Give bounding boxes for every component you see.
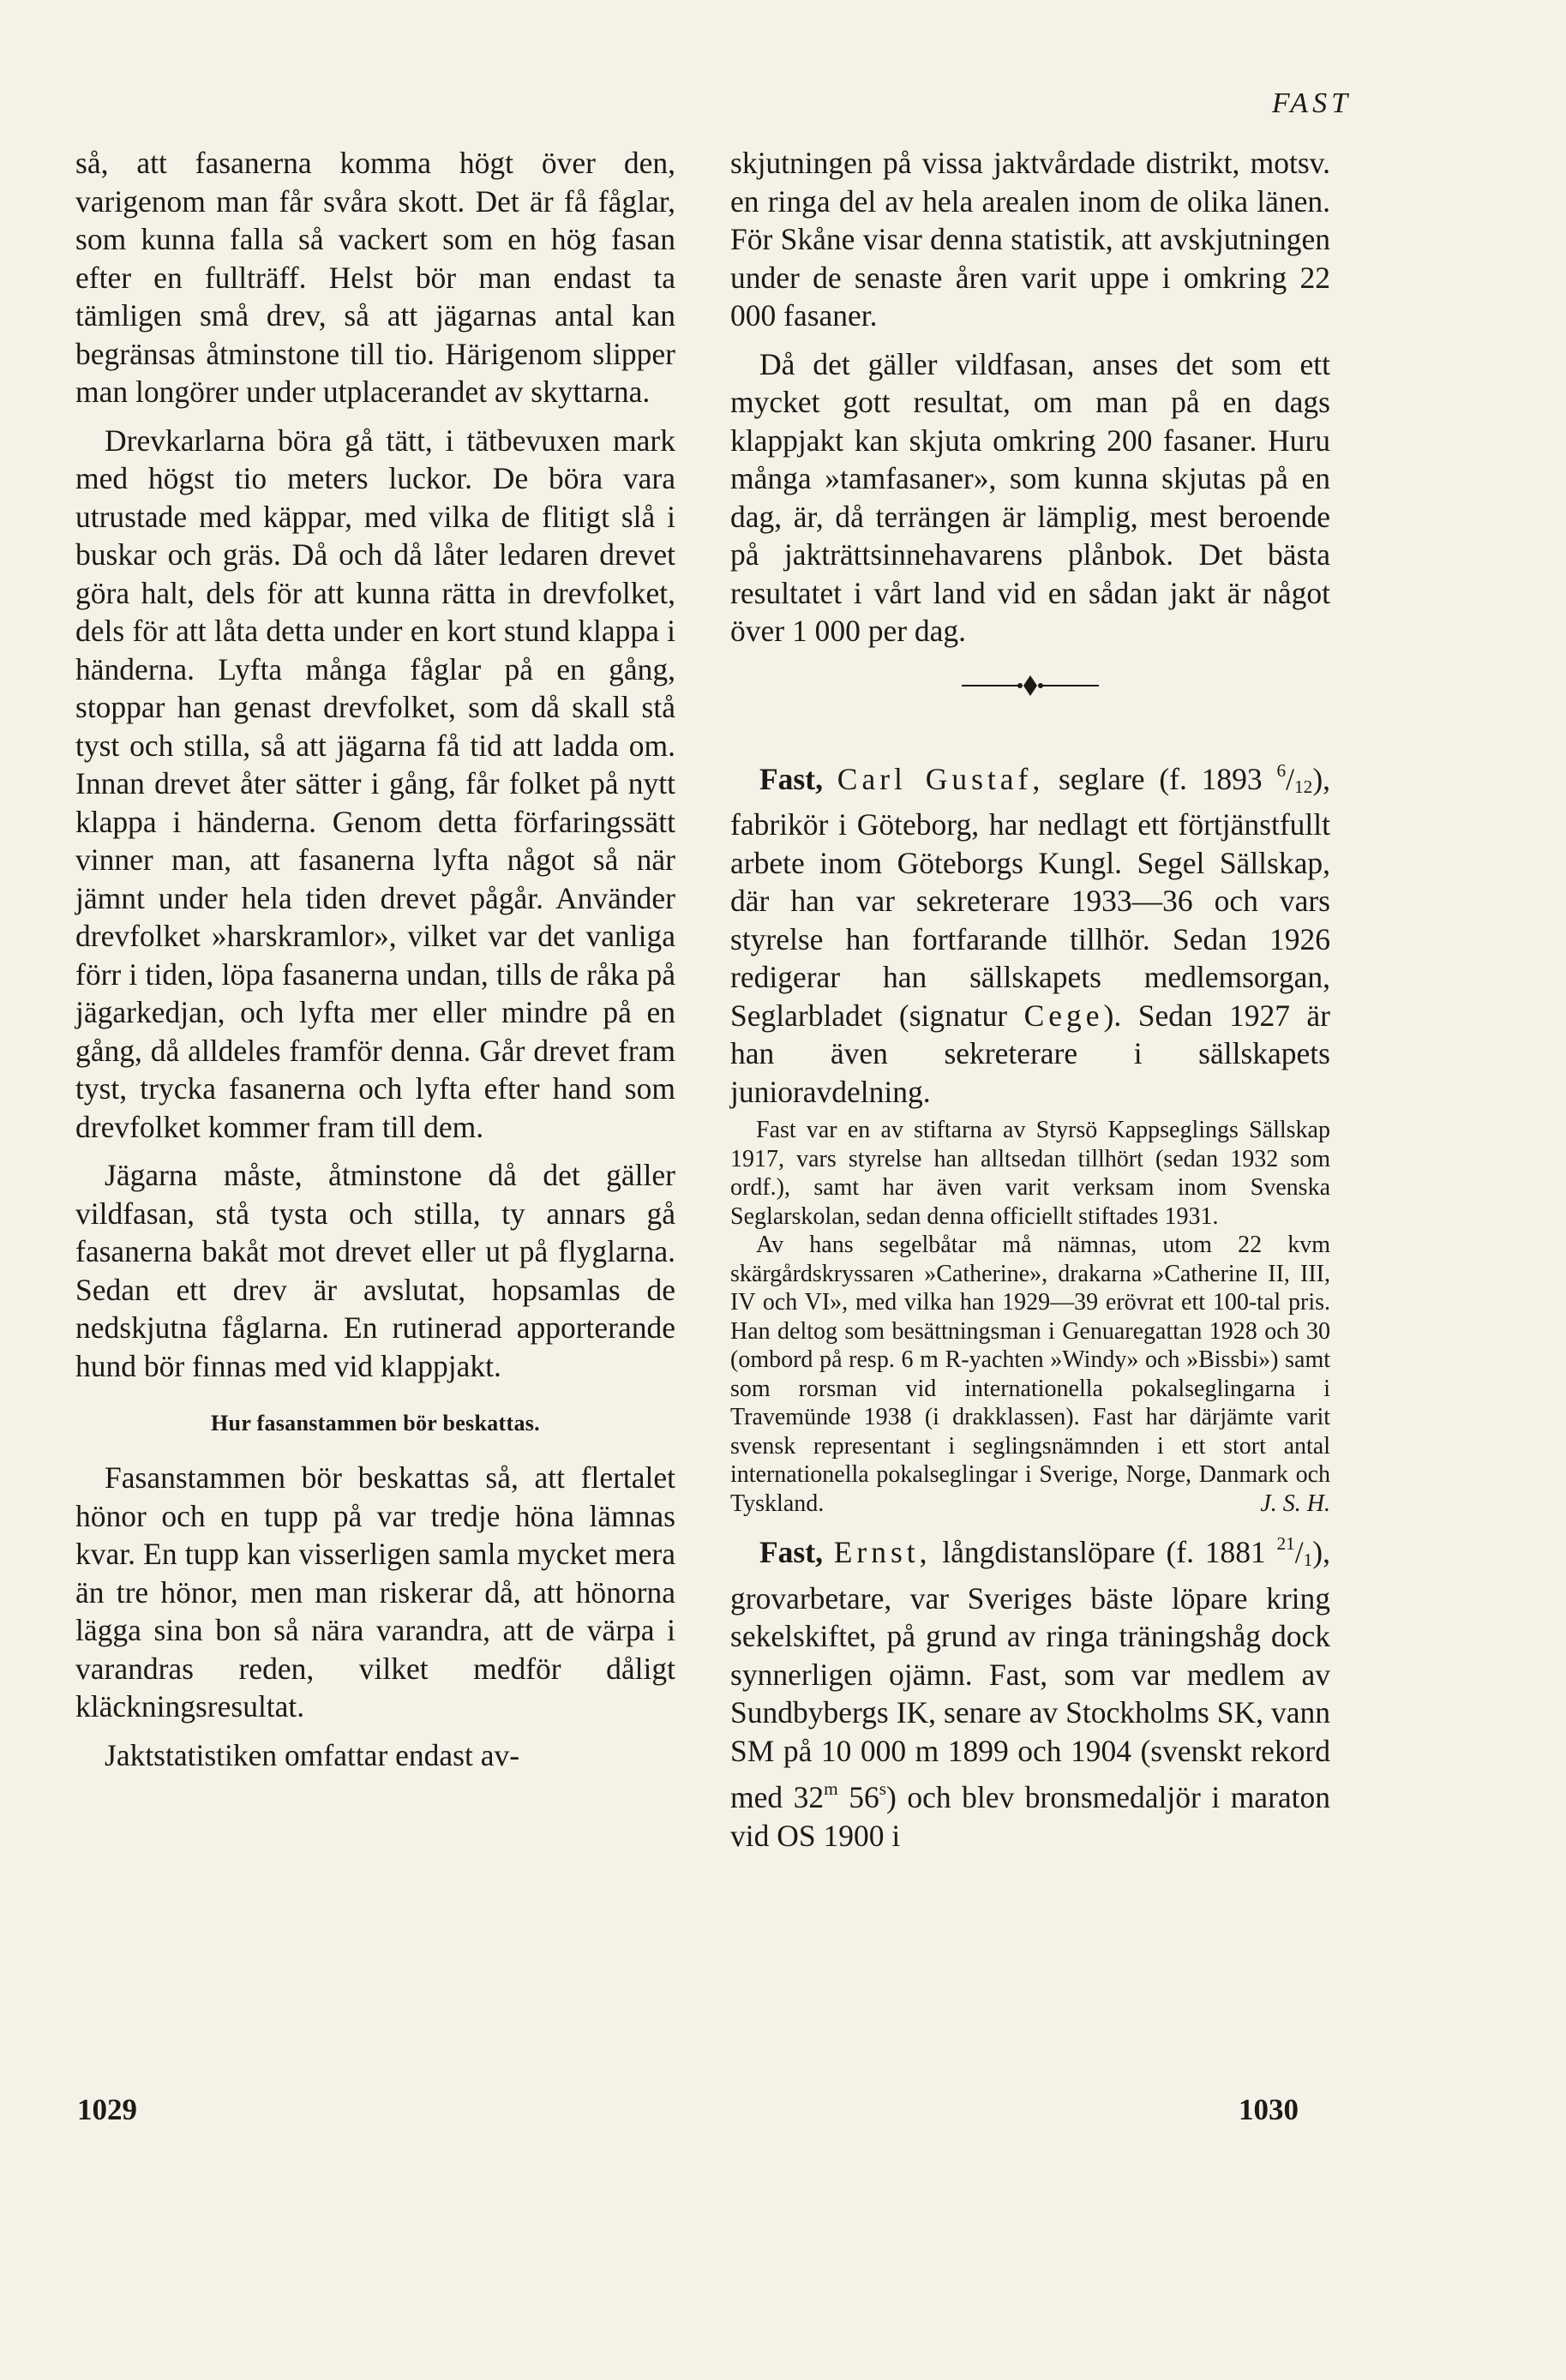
entry-intro: långdistanslöpare (f. 1881	[942, 1535, 1266, 1570]
author-signature: J. S. H.	[1260, 1490, 1330, 1517]
small-paragraph: Fast var en av stiftarna av Styrsö Kappseglings Sällskap 1917, vars styrelse han alltsedan tillhört (sedan 1932 som ordf.), samt har även varit verksam inom Svenska Seglarskolan, sedan denna officiellt stiftades 1931.	[730, 1117, 1330, 1230]
entry-name: Fast,	[759, 761, 823, 796]
date-numerator: 6	[1276, 759, 1287, 781]
paragraph: skjutningen på vissa jaktvårdade distrikt, motsv. en ringa del av hela arealen inom de olika länen. För Skåne visar denna statistik, att avskjutningen under de senaste åren varit uppe i omkring 22 000 fasaner.	[730, 146, 1330, 333]
entry-ernst-fast: Fast, Ernst, långdistanslöpare (f. 1881 $^{21}$/1), grovarbetare, var Sveriges bäste löpare kring sekelskiftet, på grund av ringa träningshåg dock synnerligen ojämn. Fast, som var medlem av Sundbybergs IK, senare av Stockholms SK, vann SM på 10 000 m 1899 och 1904 (svenskt rekord med 32$^m$ 56$^s$) och blev bronsmedaljör i maraton vid OS 1900 i	[730, 1533, 1331, 1853]
paragraph: Drevkarlarna böra gå tätt, i tätbevuxen mark med högst tio meters luckor. De böra vara utrustade med käppar, med vilka de flitigt slå i buskar och gräs. Då och då låter ledaren drevet göra halt, dels för att kunna rätta in drevfolket, dels för att låta detta under en kort stund klappa i händerna. Lyfta många fåglar på en gång, stoppar han genast drevfolket, som då skall stå tyst och stilla, så att jägarna få tid att ladda om. Innan drevet åter sätter i gång, får folket på nytt klappa i händerna. Genom detta förfaringssätt vinner man, att fasanerna lyfta något så när jämnt under hela tiden drevet pågår. Använder drevfolket »harskramlor», vilket var det vanliga förr i tiden, löpa fasanerna undan, tills de råka på jägarkedjan, och lyfta mer eller mindre på en gång, då alldeles framför denna. Går drevet fram tyst, trycka fasanerna och lyfta efter hand som drevfolket kommer fram till dem.	[75, 423, 675, 1144]
entry-text: ), fabrikör i Göteborg, har nedlagt ett förtjänstfullt arbete inom Göteborgs Kungl. Segel Sällskap, där han var sekreterare 1933—36 och vars styrelse han fortfarande tillhör. Sedan 1926 redigerar han sällskapets medlemsorgan, Seglarbladet (signatur	[730, 761, 1331, 1033]
paragraph: Jägarna måste, åtminstone då det gäller vildfasan, stå tysta och stilla, ty annars gå fasanerna bakåt mot drevet eller ut på flyglarna. Sedan ett drev är avslutat, hopsamlas de nedskjutna fåglarna. En rutinerad apporterande hund bör finnas med vid klappjakt.	[75, 1158, 675, 1383]
left-column	[75, 144, 675, 1774]
page-number-right: 1030	[1239, 2093, 1299, 2126]
page-number-left: 1029	[77, 2093, 137, 2126]
date-denominator: 1	[1303, 1550, 1313, 1571]
minutes-unit: m	[824, 1778, 838, 1800]
right-column	[730, 144, 1330, 1855]
date-numerator: 21	[1276, 1533, 1295, 1555]
seconds-unit: s	[879, 1778, 887, 1800]
entry-given-name: Carl Gustaf,	[837, 761, 1045, 796]
entry-name: Fast,	[759, 1535, 823, 1570]
entry-given-name: Ernst,	[833, 1535, 932, 1570]
signature: Cege	[1023, 998, 1104, 1033]
paragraph: Då det gäller vildfasan, anses det som ett mycket gott resultat, om man på en dags klappjakt kan skjuta omkring 200 fasaner. Huru många »tamfasaner», som kunna skjutas på en dag, är, då terrängen är lämplig, mest beroende på jakträttsinnehavarens plånbok. Det bästa resultatet i vårt land vid en sådan jakt är något över 1 000 per dag.	[730, 346, 1330, 648]
small-paragraph	[730, 1231, 1330, 1518]
running-head: FAST	[1271, 87, 1352, 119]
paragraph: Fasanstammen bör beskattas så, att flertalet hönor och en tupp på var tredje höna lämnas kvar. En tupp kan visserligen samla mycket mera än tre hönor, men man riskerar då, att hönorna lägga sina bon så nära varandra, att de värpa i varandras reden, vilket medför dåligt kläckningsresultat.	[75, 1460, 675, 1724]
entry-text: ). Sedan 1927 är han även sekreterare i sällskapets junioravdelning.	[730, 998, 1331, 1109]
entry-intro: seglare (f. 1893	[1059, 761, 1263, 796]
date-denominator: 12	[1294, 776, 1313, 797]
section-heading: Hur fasanstammen bör beskattas.	[211, 1411, 540, 1436]
paragraph: Jaktstatistiken omfattar endast av-	[105, 1737, 520, 1772]
seconds-value: 56	[849, 1780, 879, 1815]
ornament-divider-icon	[962, 673, 1099, 698]
section-ornament	[730, 673, 1330, 698]
paragraph: så, att fasanerna komma högt över den, varigenom man får svåra skott. Det är få fåglar, som kunna falla så vackert som en hög fasan efter en fullträff. Helst bör man endast ta tämligen små drev, så att jägarnas antal kan begränsas åtminstone till tio. Härigenom slipper man longörer under utplacerandet av skyttarna.	[75, 146, 675, 409]
small-paragraph-text: Av hans segelbåtar må nämnas, utom 22 kvm skärgårdskryssaren »Catherine», drakarna »Catherine II, III, IV och VI», med vilka han 1929—39 erövrat ett 100-tal pris. Han deltog som besättningsman i Genuaregattan 1928 och 30 (ombord på resp. 6 m R-yachten »Windy» och »Bissbi») samt som rorsman vid internationella pokalseglingarna i Travemünde 1938 (i drakklassen). Fast har därjämte varit svensk representant i seglingsnämnden i ett stort antal internationella pokalseglingar i Sverige, Norge, Danmark och Tyskland.	[730, 1232, 1330, 1517]
entry-text: ), grovarbetare, var Sveriges bäste löpare kring sekelskiftet, på grund av ringa träningshåg dock synnerligen ojämn. Fast, som var medlem av Sundbybergs IK, senare av Stockholms SK, vann SM på 10 000 m 1899 och 1904 (svenskt rekord med 32	[730, 1535, 1330, 1815]
entry-carl-gustaf-fast: Fast, Carl Gustaf, seglare (f. 1893 $^6$/12), fabrikör i Göteborg, har nedlagt ett förtjänstfullt arbete inom Göteborgs Kungl. Segel Sällskap, där han var sekreterare 1933—36 och vars styrelse han fortfarande tillhör. Sedan 1926 redigerar han sällskapets medlemsorgan, Seglarbladet (signatur Cege). Sedan 1927 är han även sekreterare i sällskapets junioravdelning.	[730, 759, 1331, 1109]
entry-text: ) och blev bronsmedaljör i maraton vid OS 1900 i	[730, 1780, 1331, 1853]
